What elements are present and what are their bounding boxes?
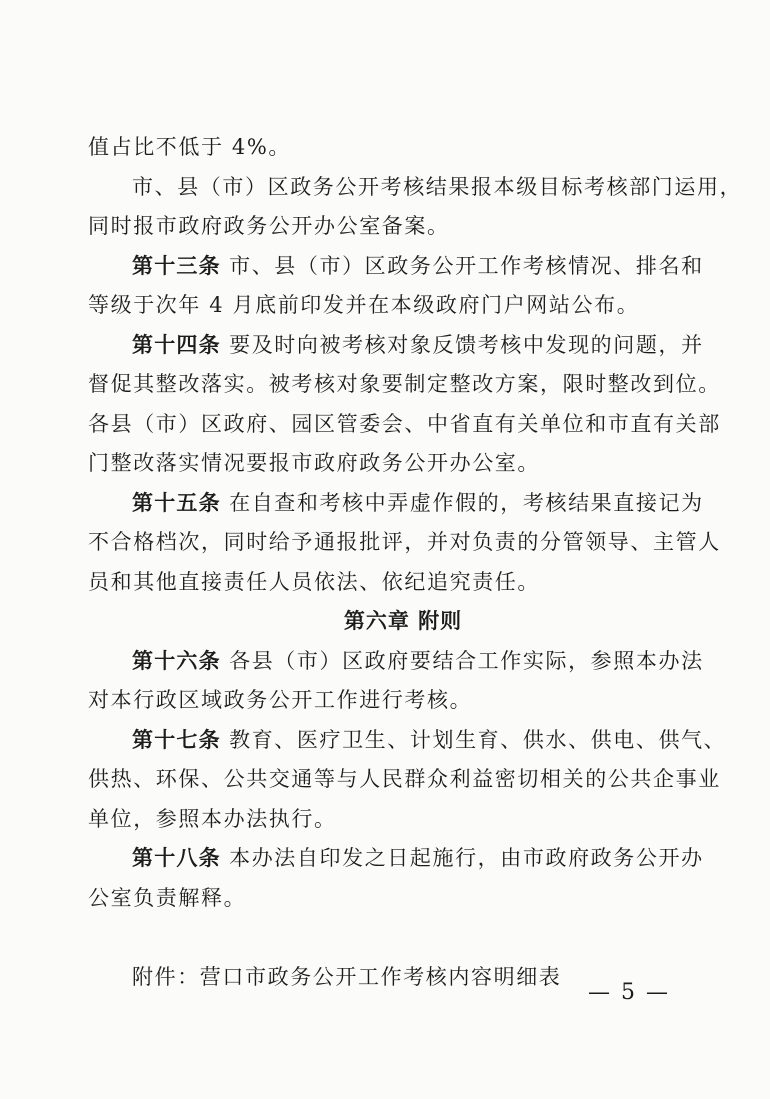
article-text: 本办法自印发之日起施行，由市政府政务公开办 [220,846,704,870]
body-line: 对本行政区域政务公开工作进行考核。 [88,688,473,712]
article-18 [88,839,704,879]
article-14 [88,326,704,366]
article-number: 第十三条 [132,253,221,278]
body-line: 值占比不低于 4%。 [88,135,291,159]
article-number: 第十八条 [132,846,221,870]
article-number: 第十七条 [132,727,221,752]
page-number: — 5 — [588,980,670,1005]
body-line: 督促其整改落实。被考核对象要制定整改方案，限时整改到位。 [88,372,721,396]
body-line: 单位，参照本办法执行。 [88,806,337,831]
body-line: 员和其他直接责任人员依法、依纪追究责任。 [88,569,540,594]
article-number: 第十四条 [132,332,221,357]
paragraph-start: 市、县（市）区政务公开考核结果报本级目标考核部门运用， [132,174,743,199]
article-text: 在自查和考核中弄虚作假的，考核结果直接记为 [220,490,704,515]
chapter-heading: 第六章 附则 [343,609,463,633]
article-text: 教育、医疗卫生、计划生育、供水、供电、供气、 [220,727,727,752]
body-line: 各县（市）区政府、园区管委会、中省直有关单位和市直有关部 [88,411,721,436]
article-number: 第十六条 [132,648,221,673]
article-16 [88,642,704,682]
document-body [88,128,743,997]
body-line: 同时报市政府政务公开办公室备案。 [88,214,450,238]
attachment-note: 附件：营口市政务公开工作考核内容明细表 [132,964,562,989]
article-15 [88,484,704,524]
article-13 [88,247,704,287]
blank-line [88,918,688,958]
body-line: 公室负责解释。 [88,885,247,910]
body-line: 供热、环保、公共交通等与人民群众利益密切相关的公共企事业 [88,767,721,791]
body-line: 等级于次年 4 月底前印发并在本级政府门户网站公布。 [88,293,640,317]
article-text: 要及时向被考核对象反馈考核中发现的问题，并 [220,332,704,357]
article-number: 第十五条 [132,490,221,515]
article-text: 市、县（市）区政务公开工作考核情况、排名和 [220,253,704,278]
body-line: 不合格档次，同时给予通报批评，并对负责的分管领导、主管人 [88,530,721,554]
body-line: 门整改落实情况要报市政府政务公开办公室。 [88,451,540,475]
article-text: 各县（市）区政府要结合工作实际，参照本办法 [220,648,704,673]
article-17 [88,721,727,761]
